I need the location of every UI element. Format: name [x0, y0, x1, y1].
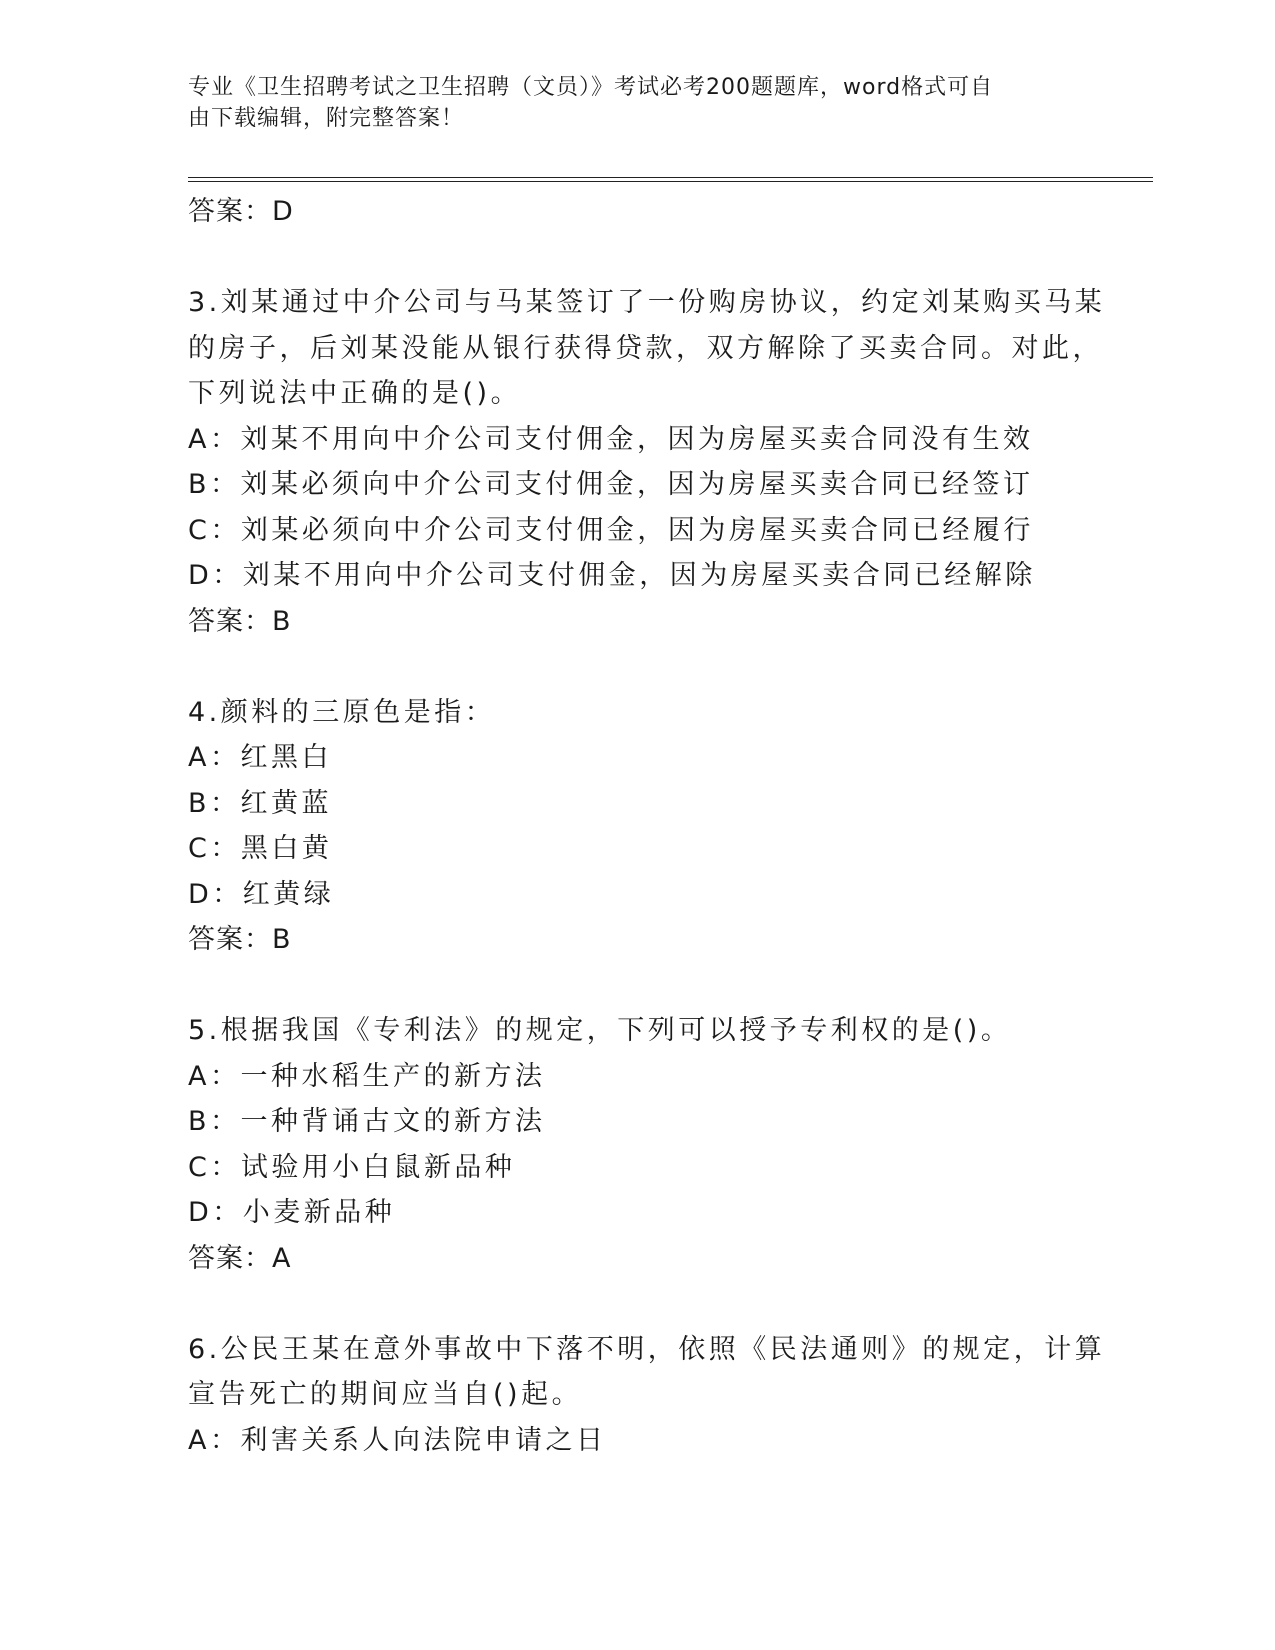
- option-d: D：小麦新品种: [188, 1197, 396, 1228]
- question-stem-line: 宣告死亡的期间应当自()起。: [188, 1379, 583, 1410]
- option-d: D：红黄绿: [188, 878, 335, 910]
- option-c: C：刘某必须向中介公司支付佣金，因为房屋买卖合同已经履行: [188, 514, 1034, 546]
- question-stem-line: 3.刘某通过中介公司与马某签订了一份购房协议，约定刘某购买马某: [188, 287, 1106, 318]
- question-block: [188, 1008, 1068, 1281]
- option-a: A：利害关系人向法院申请之日: [188, 1424, 607, 1456]
- option-c: C：试验用小白鼠新品种: [188, 1151, 516, 1183]
- answer-line: 答案：D: [188, 196, 294, 227]
- header-rule-top: [188, 177, 1153, 178]
- question-block: [188, 1327, 1106, 1464]
- option-a: A：刘某不用向中介公司支付佣金，因为房屋买卖合同没有生效: [188, 423, 1034, 455]
- question-stem-line: 4.颜料的三原色是指：: [188, 696, 496, 728]
- header-line-2: 由下载编辑，附完整答案！: [188, 106, 465, 131]
- question-block: [188, 280, 1106, 644]
- option-c: C：黑白黄: [188, 833, 333, 864]
- option-d: D：刘某不用向中介公司支付佣金，因为房屋买卖合同已经解除: [188, 560, 1036, 591]
- answer-line: 答案：B: [188, 605, 292, 637]
- question-block: [188, 690, 1068, 963]
- question-stem-line: 下列说法中正确的是()。: [188, 378, 522, 409]
- header-rule-bottom: [188, 181, 1153, 182]
- question-stem-line: 的房子，后刘某没能从银行获得贷款，双方解除了买卖合同。对此，: [188, 332, 1103, 364]
- question-stem-line: 6.公民王某在意外事故中下落不明，依照《民法通则》的规定，计算: [188, 1333, 1106, 1365]
- question-content: [188, 189, 1106, 1463]
- header-line-1: 专业《卫生招聘考试之卫生招聘（文员）》考试必考200题题库，word格式可自: [188, 75, 994, 100]
- document-header: [188, 72, 1068, 134]
- answer-line: 答案：B: [188, 924, 292, 955]
- question-stem-line: 5.根据我国《专利法》的规定，下列可以授予专利权的是()。: [188, 1015, 1012, 1046]
- option-b: B：红黄蓝: [188, 787, 333, 819]
- option-b: B：一种背诵古文的新方法: [188, 1106, 546, 1137]
- option-a: A：红黑白: [188, 742, 332, 773]
- option-a: A：一种水稻生产的新方法: [188, 1060, 546, 1092]
- answer-line: 答案：A: [188, 1242, 292, 1274]
- option-b: B：刘某必须向中介公司支付佣金，因为房屋买卖合同已经签订: [188, 469, 1034, 500]
